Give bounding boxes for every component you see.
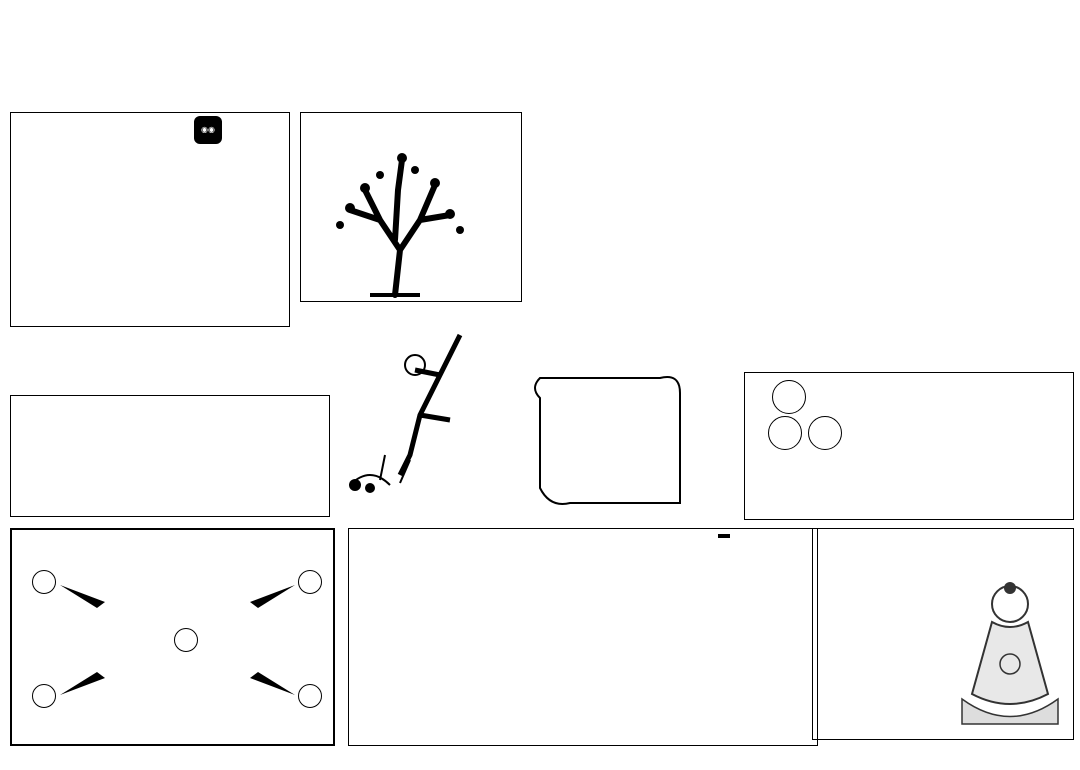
analysis-text-b: [22, 212, 150, 317]
buddha-icon: [952, 574, 1068, 734]
plum-branch-icon: [340, 325, 480, 495]
strategy-body2: [168, 404, 252, 510]
color-trend-label: [718, 534, 730, 538]
tree-icon: [310, 130, 480, 300]
zhuo-bo-text: [752, 392, 1068, 484]
strategy-body1: [258, 420, 324, 510]
bottom-decorative-border: [0, 752, 1080, 768]
scroll-icon: [530, 368, 690, 518]
corner-tr-number: [298, 570, 322, 594]
owl-icon: ◉◉: [194, 116, 222, 144]
zhuo-bo-result-title: [870, 378, 1066, 388]
corner-br-number: [298, 684, 322, 708]
headline: [8, 52, 18, 98]
results-panel: [348, 528, 818, 746]
corner-tl-number: [32, 570, 56, 594]
corner-bl-number: [32, 684, 56, 708]
ding-ma-center: [174, 628, 198, 652]
strategy-body4: [36, 404, 104, 510]
wang-ji-box: [252, 122, 288, 236]
analysis-text-a: [152, 126, 248, 236]
strategy-body3: [108, 404, 164, 510]
